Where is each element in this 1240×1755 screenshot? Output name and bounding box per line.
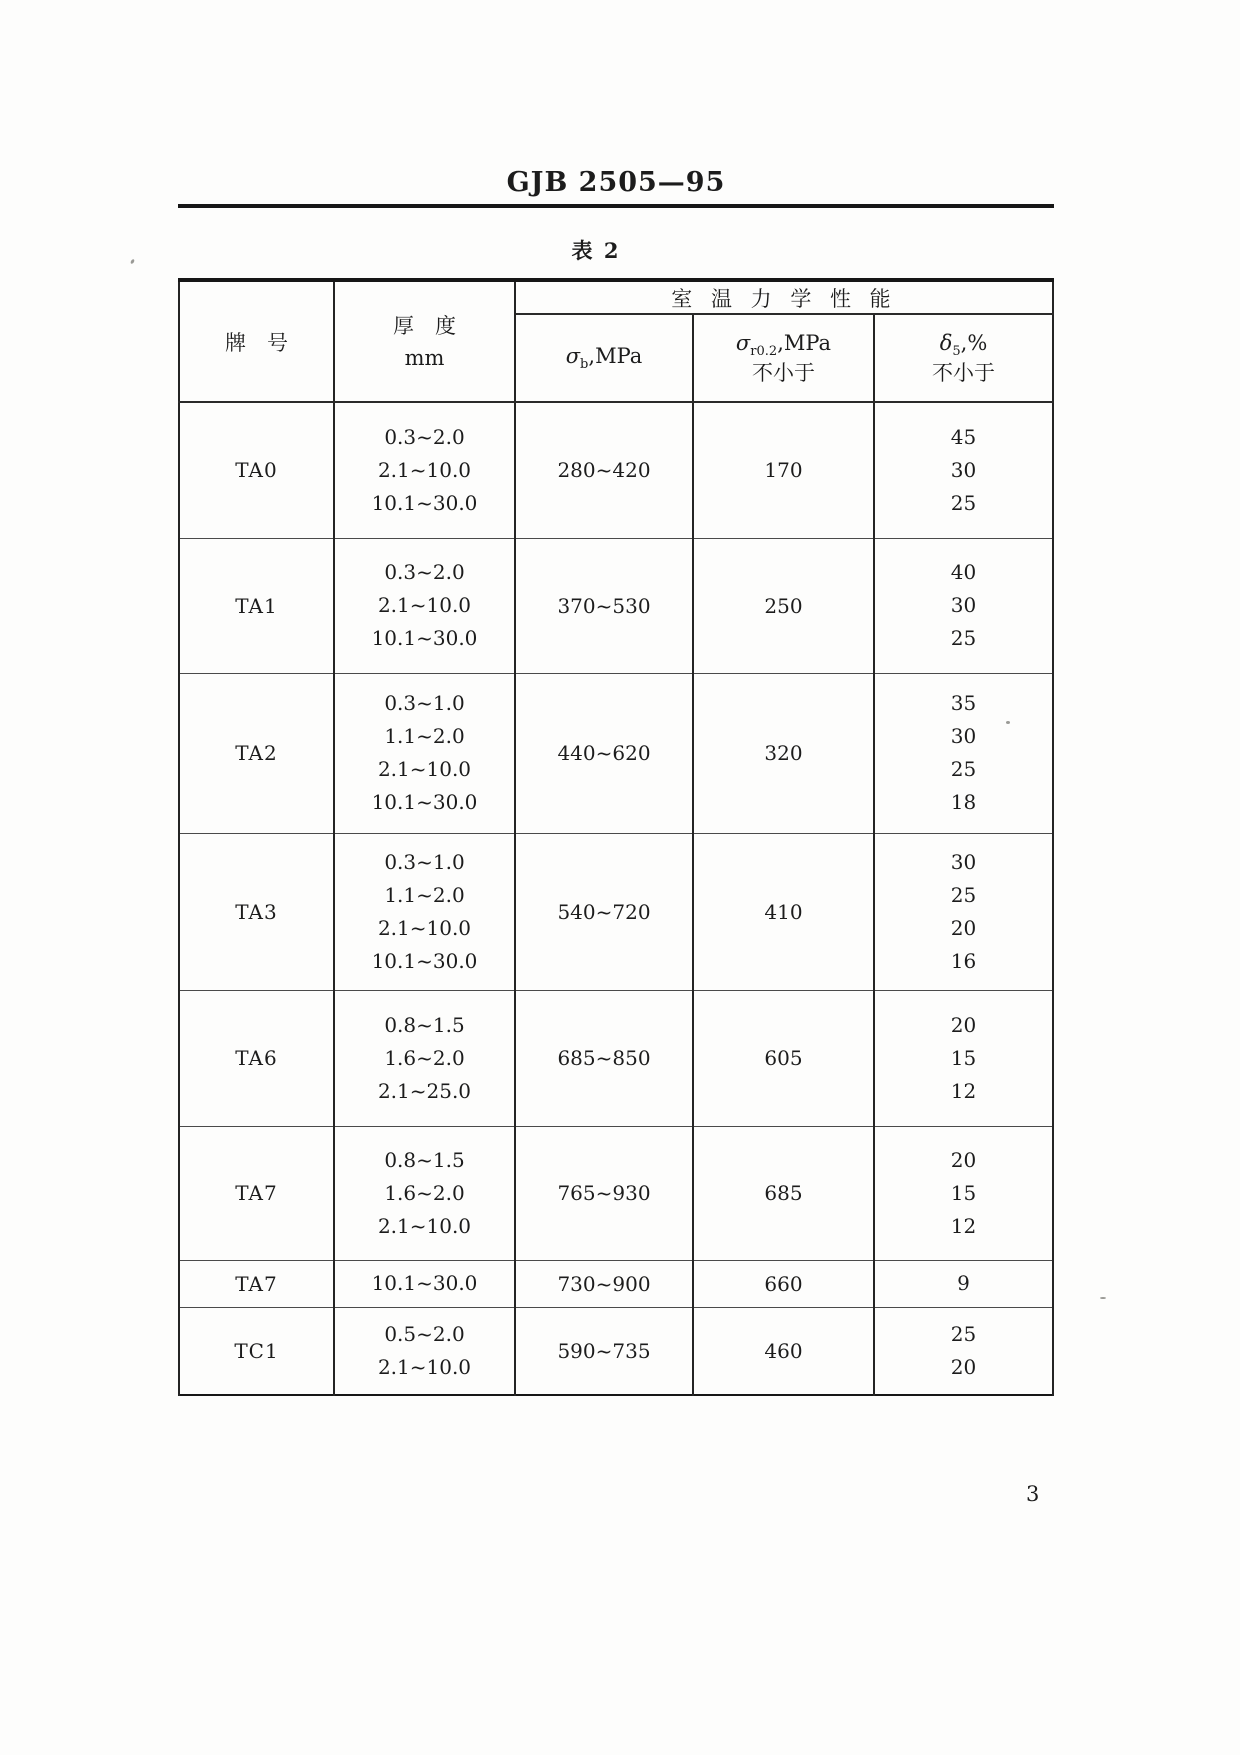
sigma-b-cell: 590~735 [515,1307,693,1395]
page-number: 3 [1026,1482,1040,1506]
header-thickness-unit: mm [404,345,445,370]
thickness-value: 10.1~30.0 [371,1271,478,1295]
delta-value: 25 [950,626,977,650]
delta-value: 35 [950,691,977,715]
grade-cell: TA6 [179,990,334,1126]
thickness-cell [334,1260,515,1307]
header-delta [874,314,1053,402]
delta-value: 30 [950,849,977,874]
thickness-value: 1.6~2.0 [384,1045,465,1070]
delta-value: 12 [950,1213,977,1238]
delta-unit: ,% [960,331,988,355]
properties-table [178,278,1054,1396]
table-body [179,402,1053,1395]
header-sigma-r [693,314,874,402]
sigma-b-subscript: b [580,357,589,373]
thickness-cell [334,538,515,673]
table-head [179,280,1053,402]
delta-cell [874,402,1053,538]
sigma-b-cell: 685~850 [515,990,693,1126]
thickness-value: 2.1~25.0 [377,1078,472,1103]
delta-value: 30 [950,724,977,748]
grade-cell: TA7 [179,1260,334,1307]
table-row [179,833,1053,990]
delta-value: 45 [950,424,977,449]
delta-value: 16 [950,948,977,973]
delta-value: 40 [950,560,977,584]
sigma-b-cell: 280~420 [515,402,693,538]
grade-cell: TA2 [179,673,334,833]
delta-cell [874,538,1053,673]
header-grade: 牌 号 [179,280,334,402]
delta-cell [874,1260,1053,1307]
table-row [179,1126,1053,1260]
delta-value: 15 [950,1180,977,1205]
sigma-b-cell: 765~930 [515,1126,693,1260]
thickness-cell [334,402,515,538]
sigma-r-cell: 660 [693,1260,874,1307]
thickness-value: 2.1~10.0 [377,757,472,781]
delta-value: 30 [950,457,977,482]
sigma-r-cell: 685 [693,1126,874,1260]
delta-subscript: 5 [952,344,961,360]
thickness-cell [334,1126,515,1260]
doc-number: GJB 2505—95 [506,167,726,198]
delta-cell [874,1126,1053,1260]
grade-cell: TA7 [179,1126,334,1260]
scan-speck [130,259,135,265]
sigma-b-symbol: σ [565,343,581,368]
sigma-r-symbol: σ [735,331,751,355]
delta-value: 20 [950,1354,977,1379]
header-thickness [334,280,515,402]
delta-value: 25 [950,757,977,781]
thickness-value: 2.1~10.0 [377,915,472,940]
thickness-value: 2.1~10.0 [377,593,472,617]
table-row [179,1260,1053,1307]
header-row-1 [179,280,1053,314]
thickness-cell [334,990,515,1126]
sigma-r-subscript: r0.2 [750,344,778,360]
thickness-value: 0.3~1.0 [384,849,465,874]
sigma-b-unit: ,MPa [588,343,643,368]
table-row [179,990,1053,1126]
thickness-cell [334,833,515,990]
sigma-r-unit: ,MPa [777,331,832,355]
delta-cell [874,1307,1053,1395]
thickness-value: 1.1~2.0 [384,724,465,748]
sigma-r-cell: 460 [693,1307,874,1395]
delta-value: 20 [950,1147,977,1172]
delta-symbol: δ [939,331,953,355]
delta-value: 18 [950,790,977,814]
delta-cell [874,833,1053,990]
scan-speck [1006,721,1010,724]
sigma-r-note: 不小于 [752,361,815,385]
delta-value: 25 [950,1321,977,1346]
page-content [178,168,1054,1396]
sigma-b-cell: 540~720 [515,833,693,990]
sigma-r-cell: 170 [693,402,874,538]
thickness-value: 0.5~2.0 [384,1321,465,1346]
header-thickness-label: 厚 度 [393,313,456,338]
table-row [179,673,1053,833]
scan-speck [1100,1297,1106,1299]
thickness-value: 0.8~1.5 [384,1012,465,1037]
delta-value: 15 [950,1045,977,1070]
table-row [179,538,1053,673]
sigma-b-cell: 440~620 [515,673,693,833]
grade-cell: TA1 [179,538,334,673]
delta-note: 不小于 [932,361,995,385]
thickness-value: 10.1~30.0 [371,626,478,650]
grade-cell: TA3 [179,833,334,990]
thickness-value: 10.1~30.0 [371,790,478,814]
grade-cell: TC1 [179,1307,334,1395]
thickness-value: 2.1~10.0 [377,1354,472,1379]
sigma-r-title [694,328,873,358]
delta-value: 30 [950,593,977,617]
thickness-value: 0.3~2.0 [384,560,465,584]
delta-cell [874,673,1053,833]
thickness-value: 10.1~30.0 [371,490,478,515]
table-caption: 表 2 [571,238,621,263]
delta-cell [874,990,1053,1126]
table-row [179,1307,1053,1395]
delta-value: 12 [950,1078,977,1103]
thickness-value: 0.3~2.0 [384,424,465,449]
delta-value: 20 [950,1012,977,1037]
delta-title [875,328,1052,358]
thickness-value: 2.1~10.0 [377,1213,472,1238]
table-row [179,402,1053,538]
sigma-r-cell: 250 [693,538,874,673]
grade-cell: TA0 [179,402,334,538]
sigma-r-cell: 320 [693,673,874,833]
thickness-value: 1.6~2.0 [384,1180,465,1205]
header-rule [178,204,1054,208]
delta-value: 25 [950,490,977,515]
thickness-value: 2.1~10.0 [377,457,472,482]
header-sigma-b [515,314,693,402]
sigma-b-cell: 730~900 [515,1260,693,1307]
thickness-value: 0.8~1.5 [384,1147,465,1172]
thickness-cell [334,673,515,833]
thickness-value: 1.1~2.0 [384,882,465,907]
sigma-r-cell: 410 [693,833,874,990]
delta-value: 25 [950,882,977,907]
sigma-b-cell: 370~530 [515,538,693,673]
thickness-value: 10.1~30.0 [371,948,478,973]
delta-value: 9 [957,1271,970,1295]
delta-value: 20 [950,915,977,940]
sigma-r-cell: 605 [693,990,874,1126]
thickness-cell [334,1307,515,1395]
thickness-value: 0.3~1.0 [384,691,465,715]
header-group-title: 室 温 力 学 性 能 [515,280,1053,314]
